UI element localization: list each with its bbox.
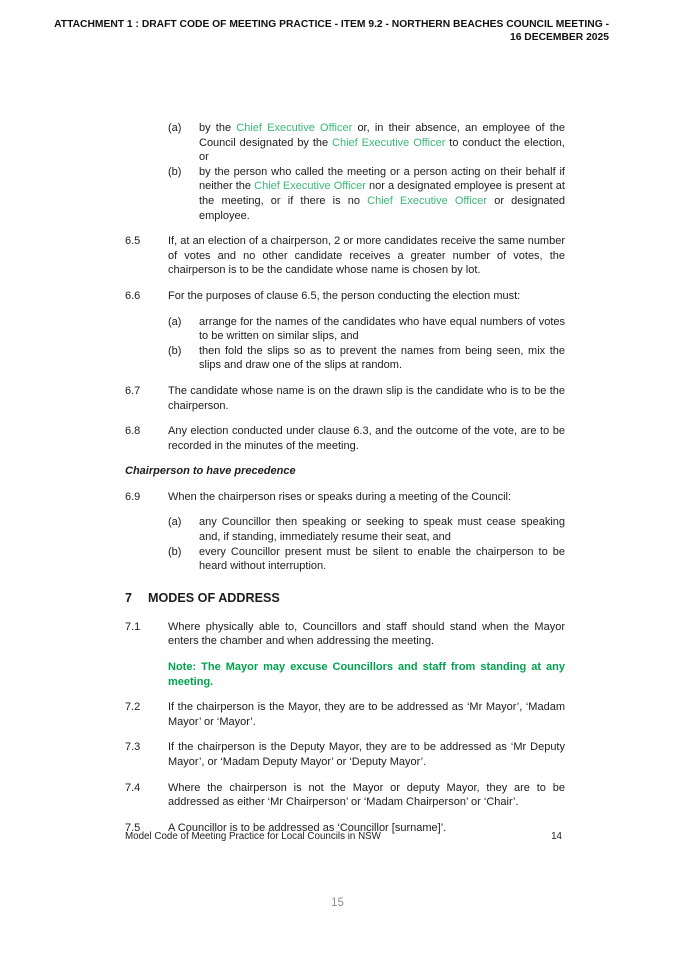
sublist-indent [125,121,168,223]
clause-number: 6.6 [125,289,141,302]
text-segment: When the chairperson rises or speaks during a meeting of the Council: [168,490,512,503]
clause-7-4 [125,781,565,810]
list-item-label: (a) [168,516,182,529]
list-item-label: (a) [168,315,182,328]
clause-text [168,660,565,689]
text-segment: If, at an election of a chairperson, 2 or more candidates receive the same number of votes and no other candidate receives a greater number of votes, the chairperson is to be the candidate whose name is chosen by lot. [168,235,565,277]
clause-text [168,490,565,505]
clause-7-3 [125,740,565,769]
text-segment: A Councillor is to be addressed as ‘Councillor [surname]’. [168,821,447,834]
attachment-header [48,18,609,44]
clause-text [168,700,565,729]
list-item-a [168,315,565,344]
text-segment: by the [199,122,237,134]
defined-term: Chief Executive Officer [236,122,353,134]
text-segment: or, in their absence, an employee of the Council designated by the [199,122,565,149]
text-segment: For the purposes of clause 6.5, the person conducting the election must: [168,289,521,302]
sublist [125,315,565,373]
list-item-text [199,315,565,344]
clause-text [168,781,565,810]
pdf-page-number: 15 [331,897,344,909]
defined-term: Chief Executive Officer [254,180,366,193]
list-item-label: (a) [168,122,182,134]
attachment-header-line1: ATTACHMENT 1 : DRAFT CODE OF MEETING PRACTICE - ITEM 9.2 - NORTHERN BEACHES COUNCIL MEETING - [54,19,609,30]
clause-number: 7.4 [125,781,141,794]
sublist-items [168,315,565,373]
clause-6-5 [125,234,565,278]
list-item-b [168,545,565,574]
clause-number: 7.5 [125,821,141,834]
clause-number: 6.9 [125,490,141,503]
document-footer [125,831,562,842]
list-item-label: (b) [168,545,182,558]
text-segment: arrange for the names of the candidates who have equal numbers of votes to be written on similar slips, and [199,315,565,343]
clause-text [168,740,565,769]
clause-text [168,384,565,413]
list-item-text [199,344,565,373]
clause-number: 6.7 [125,384,141,397]
list-item-label: (b) [168,344,182,357]
text-segment: by the person who called the meeting or a person acting on their behalf if neither the [199,165,565,193]
clause-number: 6.8 [125,425,141,438]
text-segment: Where the chairperson is not the Mayor or deputy Mayor, they are to be addressed as either ‘Mr Chairperson’ or ‘Madam Chairperson’ or ‘Chair’. [168,781,565,809]
clause-number: 6.5 [125,235,141,248]
list-item-a [168,121,565,165]
list-item-a [168,515,565,544]
list-item-b [168,165,565,223]
attachment-header-line2: 16 DECEMBER 2025 [509,32,609,43]
clause-number [125,660,168,689]
note-block [125,660,565,689]
clause-7-1 [125,620,565,649]
clause-6-7 [125,384,565,413]
section-heading-7 [125,591,565,606]
document-blocks [125,121,565,846]
text-segment: Any election conducted under clause 6.3, and the outcome of the vote, are to be recorded in the minutes of the meeting. [168,425,565,452]
clause-6-9 [125,490,565,505]
list-item-b [168,344,565,373]
clause-text [168,424,565,453]
text-segment: nor a designated employee is present at the meeting, or if there is no [199,180,565,207]
text-segment: then fold the slips so as to prevent the names from being seen, mix the slips and draw one of the slips at random. [199,344,565,372]
note-text: Note: The Mayor may excuse Councillors and staff from standing at any meeting. [168,661,565,688]
clause-number: 7.2 [125,701,141,714]
sublist-indent [125,515,168,573]
text-segment: If the chairperson is the Mayor, they are to be addressed as ‘Mr Mayor’, ‘Madam Mayor’ or ‘Mayor’. [168,701,565,728]
sublist [125,515,565,573]
text-segment: or designated employee. [199,194,565,222]
footer-document-title: Model Code of Meeting Practice for Local Councils in NSW [125,831,381,842]
clause-text [168,289,565,304]
text-segment: If the chairperson is the Deputy Mayor, they are to be addressed as ‘Mr Deputy Mayor’, or ‘Madam Deputy Mayor’ or ‘Deputy Mayor’. [168,741,565,768]
section-heading-title: MODES OF ADDRESS [148,590,280,605]
list-item-label: (b) [168,165,182,178]
clause-text [168,234,565,278]
section-subheading: Chairperson to have precedence [125,465,296,478]
defined-term: Chief Executive Officer [367,194,488,207]
sublist [125,121,565,223]
clause-number: 7.3 [125,741,141,754]
sublist-items [168,515,565,573]
section-heading-number: 7 [125,590,133,605]
list-item-text [199,515,565,544]
text-segment: to conduct the election, or [199,136,565,164]
clause-text [168,620,565,649]
sublist-indent [125,315,168,373]
clause-6-6 [125,289,565,304]
text-segment: The candidate whose name is on the drawn slip is the candidate who is to be the chairperson. [168,384,565,412]
list-item-text [199,165,565,223]
list-item-text [199,545,565,574]
clause-number: 7.1 [125,620,141,633]
text-segment: any Councillor then speaking or seeking to speak must cease speaking and, if standing, immediately resume their seat, and [199,516,565,544]
footer-page-number: 14 [551,831,562,842]
sublist-items [168,121,565,223]
clause-7-2 [125,700,565,729]
defined-term: Chief Executive Officer [332,136,446,149]
clause-6-8 [125,424,565,453]
list-item-text [199,121,565,165]
text-segment: Where physically able to, Councillors and staff should stand when the Mayor enters the chamber and when addressing the meeting. [168,620,565,648]
text-segment: every Councillor present must be silent to enable the chairperson to be heard without interruption. [199,545,565,573]
